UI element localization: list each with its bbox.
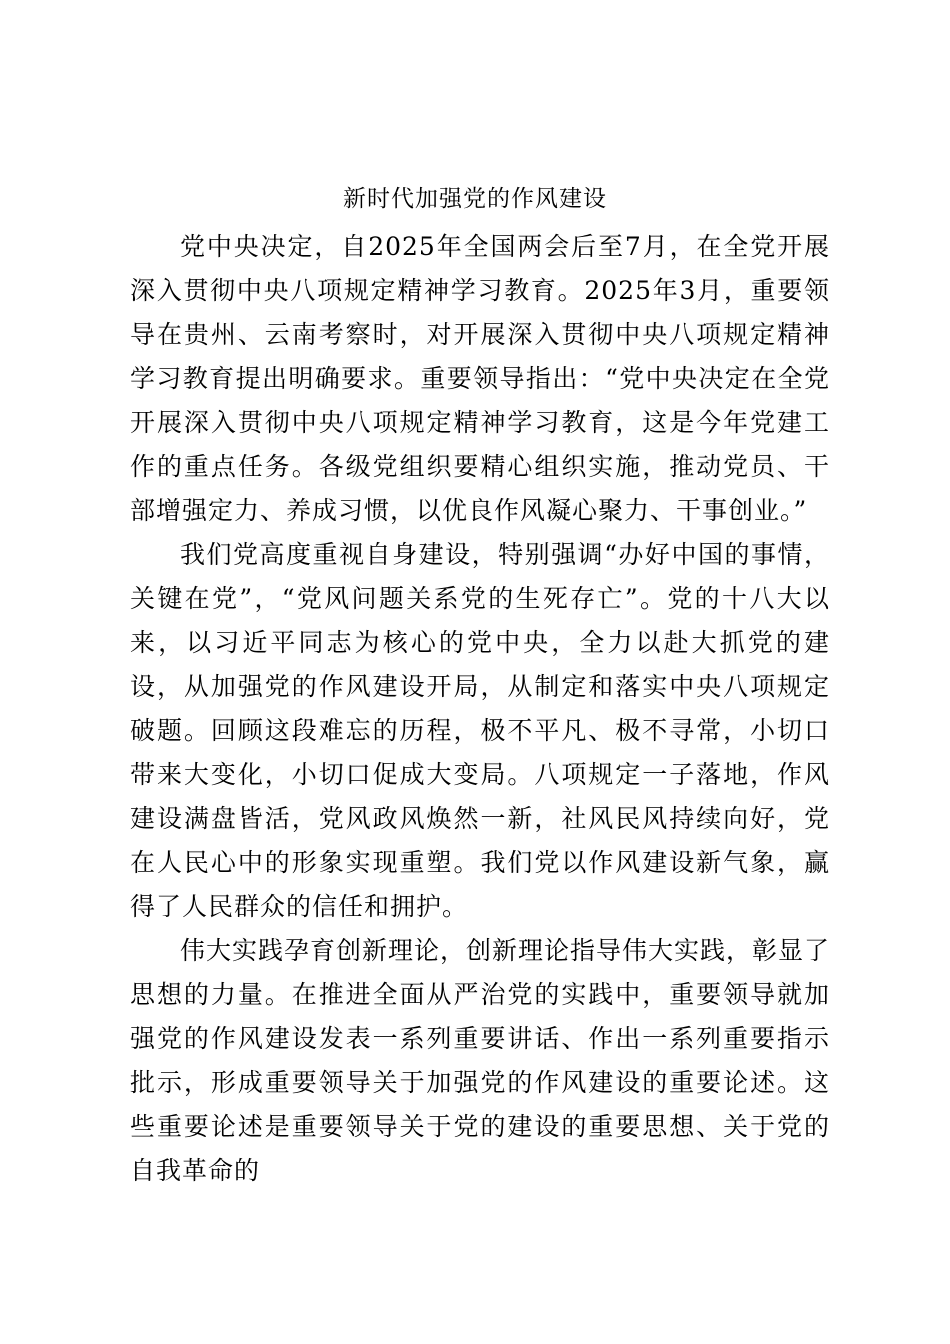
document-title: 新时代加强党的作风建设 bbox=[343, 186, 607, 212]
paragraph-1: 党中央决定，自2025年全国两会后至7月，在全党开展深入贯彻中央八项规定精神学习教育。2025年3月，重要领导在贵州、云南考察时，对开展深入贯彻中央八项规定精神学习教育提出明确要求。重要领导指出：“党中央决定在全党开展深入贯彻中央八项规定精神学习教育，这是今年党建工作的重点任务。各级党组织要精心组织实施，推动党员、干部增强定力、养成习惯，以优良作风凝心聚力、干事创业。” bbox=[130, 232, 830, 525]
paragraph-2: 我们党高度重视自身建设，特别强调“办好中国的事情，关键在党”，“党风问题关系党的生死存亡”。党的十八大以来，以习近平同志为核心的党中央，全力以赴大抓党的建设，从加强党的作风建设开局，从制定和落实中央八项规定破题。回顾这段难忘的历程，极不平凡、极不寻常，小切口带来大变化，小切口促成大变局。八项规定一子落地，作风建设满盘皆活，党风政风焕然一新，社风民风持续向好，党在人民心中的形象实现重塑。我们党以作风建设新气象，赢得了人民群众的信任和拥护。 bbox=[130, 540, 830, 921]
document-body bbox=[130, 225, 830, 1193]
paragraph-3: 伟大实践孕育创新理论，创新理论指导伟大实践，彰显了思想的力量。在推进全面从严治党的实践中，重要领导就加强党的作风建设发表一系列重要讲话、作出一系列重要指示批示，形成重要领导关于加强党的作风建设的重要论述。这些重要论述是重要领导关于党的建设的重要思想、关于党的自我革命的 bbox=[130, 936, 831, 1185]
